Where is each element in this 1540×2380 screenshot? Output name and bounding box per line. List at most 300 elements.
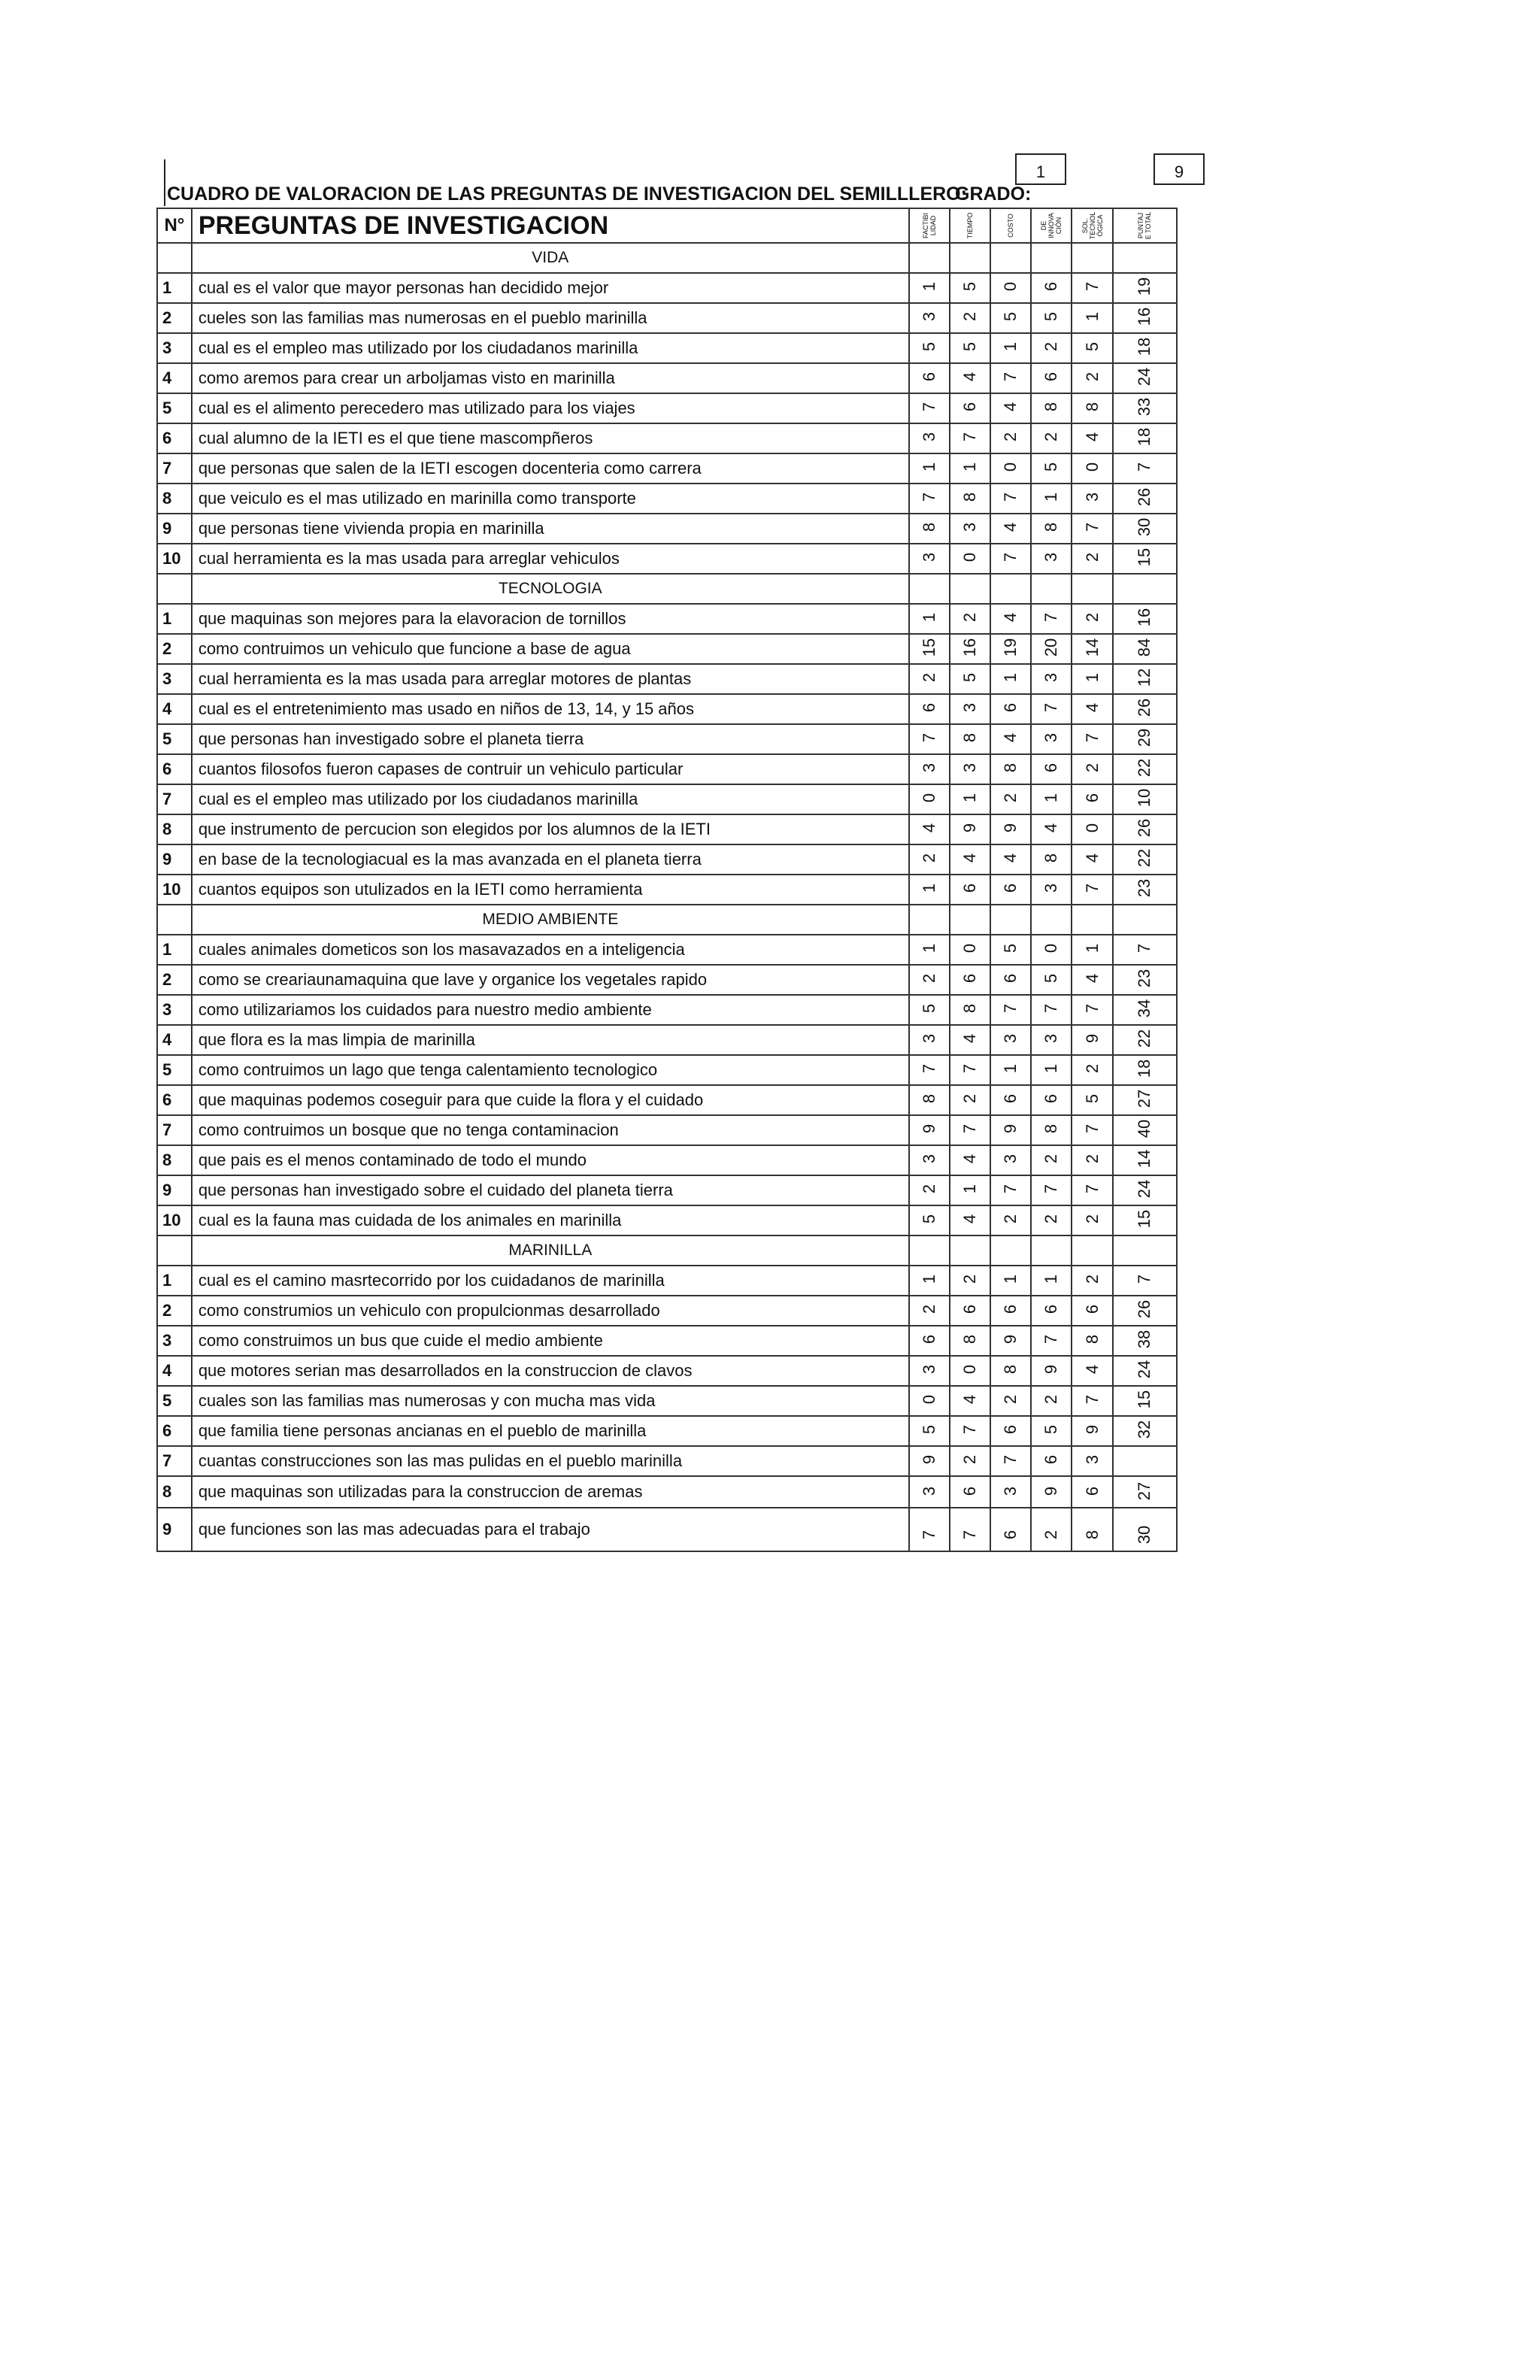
tech-solution-score-cell[interactable] xyxy=(1072,634,1112,664)
innovation-score-cell[interactable] xyxy=(1031,724,1072,754)
question-text[interactable]: cueles son las familias mas numerosas en el pueblo marinilla xyxy=(192,303,909,333)
tech-solution-score-cell[interactable] xyxy=(1072,1476,1112,1508)
total-score-cell[interactable] xyxy=(1113,965,1177,995)
question-text[interactable]: en base de la tecnologiacual es la mas avanzada en el planeta tierra xyxy=(192,844,909,875)
cost-score-cell[interactable] xyxy=(990,664,1031,694)
cost-score-cell[interactable] xyxy=(990,784,1031,814)
innovation-score-cell[interactable] xyxy=(1031,453,1072,484)
feasibility-score-cell[interactable] xyxy=(909,1085,950,1115)
innovation-score-value: 6 xyxy=(1041,763,1061,773)
total-score-cell[interactable] xyxy=(1113,995,1177,1025)
question-text[interactable]: que funciones son las mas adecuadas para el trabajo xyxy=(192,1508,909,1551)
innovation-score-value: 1 xyxy=(1041,1274,1061,1284)
time-score-cell[interactable] xyxy=(950,1386,990,1416)
question-text[interactable]: cual es el empleo mas utilizado por los ciudadanos marinilla xyxy=(192,784,909,814)
cost-score-cell[interactable] xyxy=(990,1055,1031,1085)
table-row xyxy=(157,634,1177,664)
cost-score-cell[interactable] xyxy=(990,1175,1031,1205)
cost-score-cell[interactable] xyxy=(990,875,1031,905)
innovation-score-cell[interactable] xyxy=(1031,1205,1072,1235)
time-score-value: 1 xyxy=(960,1184,980,1194)
time-score-cell[interactable] xyxy=(950,423,990,453)
time-score-cell[interactable] xyxy=(950,333,990,363)
innovation-score-value: 2 xyxy=(1041,1214,1061,1224)
cost-score-cell[interactable] xyxy=(990,1145,1031,1175)
time-score-cell[interactable] xyxy=(950,1508,990,1551)
innovation-score-cell[interactable] xyxy=(1031,634,1072,664)
grade-box-left[interactable]: 1 xyxy=(1015,153,1066,185)
feasibility-score-cell[interactable] xyxy=(909,1175,950,1205)
feasibility-score-cell[interactable] xyxy=(909,935,950,965)
innovation-score-cell[interactable] xyxy=(1031,514,1072,544)
innovation-score-cell[interactable] xyxy=(1031,1175,1072,1205)
feasibility-score-cell[interactable] xyxy=(909,423,950,453)
tech-solution-score-cell[interactable] xyxy=(1072,393,1112,423)
tech-solution-score-cell[interactable] xyxy=(1072,965,1112,995)
tech-solution-score-cell[interactable] xyxy=(1072,1508,1112,1551)
cost-score-cell[interactable] xyxy=(990,814,1031,844)
innovation-score-cell[interactable] xyxy=(1031,484,1072,514)
time-score-cell[interactable] xyxy=(950,273,990,303)
cost-score-cell[interactable] xyxy=(990,363,1031,393)
table-row xyxy=(157,694,1177,724)
innovation-score-cell[interactable] xyxy=(1031,844,1072,875)
tech-solution-score-cell[interactable] xyxy=(1072,1115,1112,1145)
feasibility-score-cell[interactable] xyxy=(909,1416,950,1446)
question-text[interactable]: como aremos para crear un arboljamas visto en marinilla xyxy=(192,363,909,393)
innovation-score-cell[interactable] xyxy=(1031,1085,1072,1115)
total-score-cell[interactable] xyxy=(1113,694,1177,724)
feasibility-score-cell[interactable] xyxy=(909,754,950,784)
time-score-cell[interactable] xyxy=(950,393,990,423)
tech-solution-score-cell[interactable] xyxy=(1072,1446,1112,1476)
tech-solution-score-cell[interactable] xyxy=(1072,1145,1112,1175)
question-text[interactable]: cual alumno de la IETI es el que tiene mascompñeros xyxy=(192,423,909,453)
total-score-cell[interactable] xyxy=(1113,1356,1177,1386)
time-score-cell[interactable] xyxy=(950,1356,990,1386)
tech-solution-score-cell[interactable] xyxy=(1072,333,1112,363)
question-text[interactable]: que veiculo es el mas utilizado en marinilla como transporte xyxy=(192,484,909,514)
feasibility-score-cell[interactable] xyxy=(909,514,950,544)
question-text[interactable]: cual es el entretenimiento mas usado en niños de 13, 14, y 15 años xyxy=(192,694,909,724)
question-text[interactable]: que personas que salen de la IETI escogen docenteria como carrera xyxy=(192,453,909,484)
time-score-value: 2 xyxy=(960,1274,980,1284)
total-score-cell[interactable] xyxy=(1113,875,1177,905)
tech-solution-score-cell[interactable] xyxy=(1072,1025,1112,1055)
feasibility-score-cell[interactable] xyxy=(909,1115,950,1145)
total-score-cell[interactable] xyxy=(1113,544,1177,574)
time-score-cell[interactable] xyxy=(950,1175,990,1205)
innovation-score-cell[interactable] xyxy=(1031,694,1072,724)
time-score-cell[interactable] xyxy=(950,724,990,754)
feasibility-score-value: 3 xyxy=(919,1154,938,1164)
innovation-score-cell[interactable] xyxy=(1031,273,1072,303)
time-score-cell[interactable] xyxy=(950,1266,990,1296)
total-score-cell[interactable] xyxy=(1113,784,1177,814)
innovation-score-cell[interactable] xyxy=(1031,875,1072,905)
cost-score-cell[interactable] xyxy=(990,1115,1031,1145)
tech-solution-score-value: 6 xyxy=(1082,1304,1102,1314)
time-score-cell[interactable] xyxy=(950,754,990,784)
tech-solution-score-cell[interactable] xyxy=(1072,423,1112,453)
question-text[interactable]: que flora es la mas limpia de marinilla xyxy=(192,1025,909,1055)
total-score-cell[interactable] xyxy=(1113,1508,1177,1551)
tech-solution-score-cell[interactable] xyxy=(1072,1386,1112,1416)
feasibility-score-cell[interactable] xyxy=(909,333,950,363)
tech-solution-score-cell[interactable] xyxy=(1072,1205,1112,1235)
question-text[interactable]: que maquinas son mejores para la elavoracion de tornillos xyxy=(192,604,909,634)
feasibility-score-cell[interactable] xyxy=(909,1386,950,1416)
time-score-cell[interactable] xyxy=(950,995,990,1025)
tech-solution-score-cell[interactable] xyxy=(1072,694,1112,724)
feasibility-score-cell[interactable] xyxy=(909,1025,950,1055)
tech-solution-score-cell[interactable] xyxy=(1072,1416,1112,1446)
time-score-cell[interactable] xyxy=(950,935,990,965)
cost-score-cell[interactable] xyxy=(990,544,1031,574)
question-text[interactable]: cuales son las familias mas numerosas y con mucha mas vida xyxy=(192,1386,909,1416)
time-score-cell[interactable] xyxy=(950,965,990,995)
feasibility-score-cell[interactable] xyxy=(909,634,950,664)
feasibility-score-cell[interactable] xyxy=(909,965,950,995)
cost-score-cell[interactable] xyxy=(990,724,1031,754)
innovation-score-cell[interactable] xyxy=(1031,1025,1072,1055)
tech-solution-score-cell[interactable] xyxy=(1072,724,1112,754)
feasibility-score-cell[interactable] xyxy=(909,484,950,514)
feasibility-score-cell[interactable] xyxy=(909,875,950,905)
total-score-cell[interactable] xyxy=(1113,1266,1177,1296)
total-score-cell[interactable] xyxy=(1113,1115,1177,1145)
question-text[interactable]: como utilizariamos los cuidados para nuestro medio ambiente xyxy=(192,995,909,1025)
feasibility-score-cell[interactable] xyxy=(909,273,950,303)
innovation-score-cell[interactable] xyxy=(1031,1115,1072,1145)
time-score-cell[interactable] xyxy=(950,303,990,333)
total-score-cell[interactable] xyxy=(1113,363,1177,393)
total-score-cell[interactable] xyxy=(1113,1205,1177,1235)
time-score-cell[interactable] xyxy=(950,514,990,544)
time-score-cell[interactable] xyxy=(950,544,990,574)
total-score-cell[interactable] xyxy=(1113,724,1177,754)
tech-solution-score-cell[interactable] xyxy=(1072,784,1112,814)
cost-score-cell[interactable] xyxy=(990,1266,1031,1296)
tech-solution-score-cell[interactable] xyxy=(1072,754,1112,784)
question-text[interactable]: que personas tiene vivienda propia en marinilla xyxy=(192,514,909,544)
time-score-cell[interactable] xyxy=(950,1025,990,1055)
innovation-score-cell[interactable] xyxy=(1031,995,1072,1025)
time-score-value: 2 xyxy=(960,1093,980,1104)
innovation-score-cell[interactable] xyxy=(1031,604,1072,634)
table-row xyxy=(157,1416,1177,1446)
time-score-cell[interactable] xyxy=(950,664,990,694)
total-score-cell[interactable] xyxy=(1113,1296,1177,1326)
question-text[interactable]: cuantas construcciones son las mas pulidas en el pueblo marinilla xyxy=(192,1446,909,1476)
innovation-score-cell[interactable] xyxy=(1031,303,1072,333)
cost-score-cell[interactable] xyxy=(990,393,1031,423)
row-number: 8 xyxy=(157,1145,192,1175)
total-score-cell[interactable] xyxy=(1113,1476,1177,1508)
feasibility-score-cell[interactable] xyxy=(909,1326,950,1356)
cost-score-cell[interactable] xyxy=(990,1476,1031,1508)
innovation-score-cell[interactable] xyxy=(1031,1508,1072,1551)
time-score-cell[interactable] xyxy=(950,604,990,634)
tech-solution-score-cell[interactable] xyxy=(1072,453,1112,484)
innovation-score-cell[interactable] xyxy=(1031,1296,1072,1326)
feasibility-score-cell[interactable] xyxy=(909,784,950,814)
cost-score-cell[interactable] xyxy=(990,754,1031,784)
question-text[interactable]: como construmios un vehiculo con propulcionmas desarrollado xyxy=(192,1296,909,1326)
feasibility-score-cell[interactable] xyxy=(909,1266,950,1296)
cost-score-value: 2 xyxy=(1001,793,1020,803)
cost-score-cell[interactable] xyxy=(990,484,1031,514)
tech-solution-score-cell[interactable] xyxy=(1072,1175,1112,1205)
question-text[interactable]: que maquinas son utilizadas para la construccion de aremas xyxy=(192,1476,909,1508)
feasibility-score-cell[interactable] xyxy=(909,604,950,634)
total-score-cell[interactable] xyxy=(1113,1055,1177,1085)
innovation-score-cell[interactable] xyxy=(1031,333,1072,363)
cost-score-cell[interactable] xyxy=(990,273,1031,303)
cost-score-cell[interactable] xyxy=(990,1446,1031,1476)
cost-score-cell[interactable] xyxy=(990,1085,1031,1115)
innovation-score-cell[interactable] xyxy=(1031,1416,1072,1446)
innovation-score-cell[interactable] xyxy=(1031,1446,1072,1476)
total-score-cell[interactable] xyxy=(1113,453,1177,484)
feasibility-score-cell[interactable] xyxy=(909,1508,950,1551)
time-score-cell[interactable] xyxy=(950,453,990,484)
tech-solution-score-cell[interactable] xyxy=(1072,995,1112,1025)
total-score-cell[interactable] xyxy=(1113,1025,1177,1055)
total-score-cell[interactable] xyxy=(1113,1145,1177,1175)
time-score-cell[interactable] xyxy=(950,1055,990,1085)
total-score-cell[interactable] xyxy=(1113,814,1177,844)
innovation-score-cell[interactable] xyxy=(1031,423,1072,453)
total-score-cell[interactable] xyxy=(1113,1085,1177,1115)
innovation-score-cell[interactable] xyxy=(1031,965,1072,995)
total-score-cell[interactable] xyxy=(1113,273,1177,303)
tech-solution-score-cell[interactable] xyxy=(1072,1296,1112,1326)
question-text[interactable]: que motores serian mas desarrollados en la construccion de clavos xyxy=(192,1356,909,1386)
total-score-cell[interactable] xyxy=(1113,935,1177,965)
feasibility-score-cell[interactable] xyxy=(909,1055,950,1085)
feasibility-score-cell[interactable] xyxy=(909,1446,950,1476)
time-score-value: 4 xyxy=(960,371,980,382)
cost-score-cell[interactable] xyxy=(990,1416,1031,1446)
cost-score-value: 9 xyxy=(1001,1123,1020,1134)
left-border-stub xyxy=(164,159,165,206)
innovation-score-cell[interactable] xyxy=(1031,754,1072,784)
innovation-score-cell[interactable] xyxy=(1031,1476,1072,1508)
time-score-cell[interactable] xyxy=(950,363,990,393)
total-score-cell[interactable] xyxy=(1113,844,1177,875)
cost-score-cell[interactable] xyxy=(990,1508,1031,1551)
innovation-score-cell[interactable] xyxy=(1031,1356,1072,1386)
feasibility-score-cell[interactable] xyxy=(909,1296,950,1326)
question-text[interactable]: cual es la fauna mas cuidada de los animales en marinilla xyxy=(192,1205,909,1235)
innovation-score-cell[interactable] xyxy=(1031,363,1072,393)
innovation-score-cell[interactable] xyxy=(1031,814,1072,844)
tech-solution-score-cell[interactable] xyxy=(1072,814,1112,844)
time-score-cell[interactable] xyxy=(950,1326,990,1356)
time-score-cell[interactable] xyxy=(950,814,990,844)
feasibility-score-cell[interactable] xyxy=(909,664,950,694)
innovation-score-cell[interactable] xyxy=(1031,544,1072,574)
tech-solution-score-cell[interactable] xyxy=(1072,664,1112,694)
question-text[interactable]: cual es el valor que mayor personas han decidido mejor xyxy=(192,273,909,303)
cost-score-cell[interactable] xyxy=(990,423,1031,453)
question-text[interactable]: cual herramienta es la mas usada para arreglar vehiculos xyxy=(192,544,909,574)
question-text[interactable]: cuantos filosofos fueron capases de contruir un vehiculo particular xyxy=(192,754,909,784)
innovation-score-cell[interactable] xyxy=(1031,1055,1072,1085)
row-number: 4 xyxy=(157,1356,192,1386)
feasibility-score-cell[interactable] xyxy=(909,844,950,875)
total-score-cell[interactable] xyxy=(1113,393,1177,423)
feasibility-score-cell[interactable] xyxy=(909,724,950,754)
feasibility-score-cell[interactable] xyxy=(909,1205,950,1235)
question-text[interactable]: como se creariaunamaquina que lave y organice los vegetales rapido xyxy=(192,965,909,995)
question-text[interactable]: que pais es el menos contaminado de todo el mundo xyxy=(192,1145,909,1175)
cost-score-cell[interactable] xyxy=(990,303,1031,333)
question-text[interactable]: cuales animales dometicos son los masavazados en a inteligencia xyxy=(192,935,909,965)
question-text[interactable]: que maquinas podemos coseguir para que cuide la flora y el cuidado xyxy=(192,1085,909,1115)
feasibility-score-cell[interactable] xyxy=(909,453,950,484)
cost-score-cell[interactable] xyxy=(990,634,1031,664)
time-score-value: 16 xyxy=(960,638,980,657)
question-text[interactable]: que instrumento de percucion son elegidos por los alumnos de la IETI xyxy=(192,814,909,844)
feasibility-score-cell[interactable] xyxy=(909,694,950,724)
cost-score-cell[interactable] xyxy=(990,1326,1031,1356)
feasibility-score-cell[interactable] xyxy=(909,814,950,844)
question-text[interactable]: como construimos un bus que cuide el medio ambiente xyxy=(192,1326,909,1356)
time-score-cell[interactable] xyxy=(950,694,990,724)
tech-solution-score-cell[interactable] xyxy=(1072,514,1112,544)
cost-score-cell[interactable] xyxy=(990,1356,1031,1386)
time-score-cell[interactable] xyxy=(950,784,990,814)
cost-score-cell[interactable] xyxy=(990,333,1031,363)
feasibility-score-cell[interactable] xyxy=(909,1476,950,1508)
question-text[interactable]: que personas han investigado sobre el cuidado del planeta tierra xyxy=(192,1175,909,1205)
total-score-cell[interactable] xyxy=(1113,1386,1177,1416)
cost-score-cell[interactable] xyxy=(990,694,1031,724)
innovation-score-cell[interactable] xyxy=(1031,1326,1072,1356)
question-text[interactable]: cual es el empleo mas utilizado por los ciudadanos marinilla xyxy=(192,333,909,363)
innovation-score-cell[interactable] xyxy=(1031,393,1072,423)
question-text[interactable]: que familia tiene personas ancianas en el pueblo de marinilla xyxy=(192,1416,909,1446)
innovation-score-cell[interactable] xyxy=(1031,1266,1072,1296)
total-score-cell[interactable] xyxy=(1113,484,1177,514)
feasibility-score-cell[interactable] xyxy=(909,544,950,574)
feasibility-score-cell[interactable] xyxy=(909,995,950,1025)
time-score-cell[interactable] xyxy=(950,634,990,664)
time-score-cell[interactable] xyxy=(950,1416,990,1446)
question-text[interactable]: cual es el alimento perecedero mas utilizado para los viajes xyxy=(192,393,909,423)
tech-solution-score-value: 9 xyxy=(1082,1033,1102,1044)
feasibility-score-cell[interactable] xyxy=(909,363,950,393)
total-score-cell[interactable] xyxy=(1113,514,1177,544)
feasibility-score-cell[interactable] xyxy=(909,1356,950,1386)
question-text[interactable]: cuantos equipos son utulizados en la IETI como herramienta xyxy=(192,875,909,905)
total-score-cell[interactable] xyxy=(1113,333,1177,363)
tech-solution-score-cell[interactable] xyxy=(1072,604,1112,634)
total-score-cell[interactable] xyxy=(1113,1416,1177,1446)
total-score-cell[interactable] xyxy=(1113,604,1177,634)
question-text[interactable]: cual es el camino masrtecorrido por los cuidadanos de marinilla xyxy=(192,1266,909,1296)
cost-score-cell[interactable] xyxy=(990,1386,1031,1416)
cost-score-cell[interactable] xyxy=(990,1296,1031,1326)
time-score-cell[interactable] xyxy=(950,1296,990,1326)
tech-solution-score-cell[interactable] xyxy=(1072,363,1112,393)
feasibility-score-cell[interactable] xyxy=(909,1145,950,1175)
innovation-score-cell[interactable] xyxy=(1031,1386,1072,1416)
total-score-cell[interactable] xyxy=(1113,1175,1177,1205)
cost-score-value: 9 xyxy=(1001,823,1020,833)
feasibility-score-cell[interactable] xyxy=(909,303,950,333)
total-score-cell[interactable] xyxy=(1113,1326,1177,1356)
time-score-value: 7 xyxy=(960,1123,980,1134)
total-score-cell[interactable] xyxy=(1113,664,1177,694)
time-score-cell[interactable] xyxy=(950,1476,990,1508)
cost-score-cell[interactable] xyxy=(990,604,1031,634)
feasibility-score-cell[interactable] xyxy=(909,393,950,423)
feasibility-score-value: 3 xyxy=(919,1033,938,1044)
time-score-cell[interactable] xyxy=(950,875,990,905)
tech-solution-score-cell[interactable] xyxy=(1072,484,1112,514)
innovation-score-cell[interactable] xyxy=(1031,664,1072,694)
innovation-score-cell[interactable] xyxy=(1031,935,1072,965)
cost-score-cell[interactable] xyxy=(990,995,1031,1025)
time-score-cell[interactable] xyxy=(950,1115,990,1145)
cost-score-cell[interactable] xyxy=(990,453,1031,484)
cost-score-cell[interactable] xyxy=(990,844,1031,875)
time-score-cell[interactable] xyxy=(950,844,990,875)
time-score-cell[interactable] xyxy=(950,1446,990,1476)
tech-solution-score-value: 2 xyxy=(1082,1154,1102,1164)
tech-solution-score-cell[interactable] xyxy=(1072,1266,1112,1296)
total-score-cell[interactable] xyxy=(1113,423,1177,453)
total-score-cell[interactable] xyxy=(1113,303,1177,333)
tech-solution-score-cell[interactable] xyxy=(1072,303,1112,333)
tech-solution-score-cell[interactable] xyxy=(1072,544,1112,574)
question-text[interactable]: como contruimos un lago que tenga calentamiento tecnologico xyxy=(192,1055,909,1085)
tech-solution-score-cell[interactable] xyxy=(1072,1085,1112,1115)
time-score-cell[interactable] xyxy=(950,1205,990,1235)
tech-solution-score-cell[interactable] xyxy=(1072,1055,1112,1085)
tech-solution-score-cell[interactable] xyxy=(1072,935,1112,965)
innovation-score-cell[interactable] xyxy=(1031,784,1072,814)
tech-solution-score-cell[interactable] xyxy=(1072,273,1112,303)
total-score-cell[interactable] xyxy=(1113,754,1177,784)
innovation-score-value: 9 xyxy=(1041,1364,1061,1375)
tech-solution-score-cell[interactable] xyxy=(1072,875,1112,905)
question-text[interactable]: como contruimos un vehiculo que funcione a base de agua xyxy=(192,634,909,664)
time-score-cell[interactable] xyxy=(950,484,990,514)
cost-score-cell[interactable] xyxy=(990,1025,1031,1055)
tech-solution-score-cell[interactable] xyxy=(1072,1356,1112,1386)
cost-score-cell[interactable] xyxy=(990,514,1031,544)
total-score-cell[interactable] xyxy=(1113,634,1177,664)
cost-score-cell[interactable] xyxy=(990,1205,1031,1235)
cost-score-value: 6 xyxy=(1001,702,1020,713)
total-score-cell[interactable] xyxy=(1113,1446,1177,1476)
tech-solution-score-cell[interactable] xyxy=(1072,844,1112,875)
time-score-cell[interactable] xyxy=(950,1145,990,1175)
time-score-cell[interactable] xyxy=(950,1085,990,1115)
cost-score-cell[interactable] xyxy=(990,935,1031,965)
innovation-score-cell[interactable] xyxy=(1031,1145,1072,1175)
cost-score-cell[interactable] xyxy=(990,965,1031,995)
tech-solution-score-cell[interactable] xyxy=(1072,1326,1112,1356)
grade-box-right[interactable]: 9 xyxy=(1153,153,1205,185)
question-text[interactable]: que personas han investigado sobre el planeta tierra xyxy=(192,724,909,754)
question-text[interactable]: como contruimos un bosque que no tenga contaminacion xyxy=(192,1115,909,1145)
question-text[interactable]: cual herramienta es la mas usada para arreglar motores de plantas xyxy=(192,664,909,694)
